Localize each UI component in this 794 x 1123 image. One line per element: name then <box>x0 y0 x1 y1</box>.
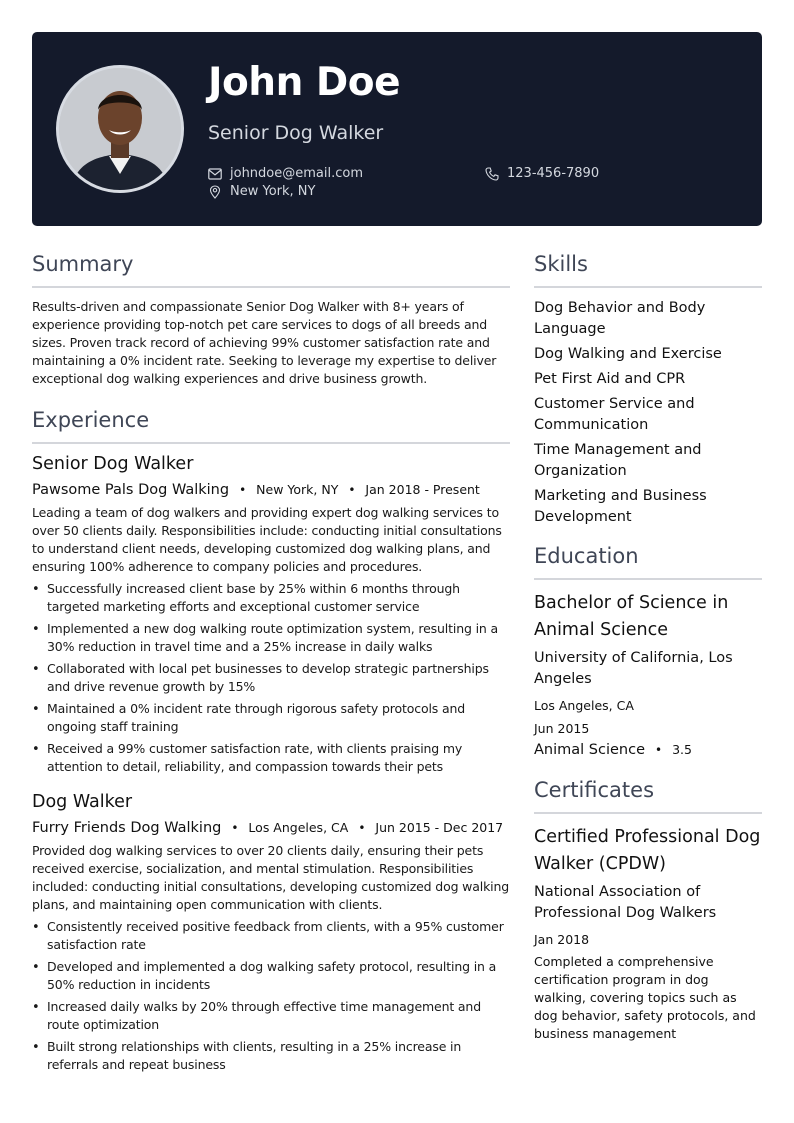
job-description: Provided dog walking services to over 20 clients daily, ensuring their pets received exercise, socialization, and mental stimulation. Responsibilities included: conducting initial consultations, developing customized dog walking plans, and maintaining open communication with clients. <box>32 843 510 912</box>
summary-section <box>32 252 510 388</box>
candidate-name: John Doe <box>208 60 401 105</box>
main-column <box>32 252 510 1078</box>
contact-email[interactable] <box>208 166 363 181</box>
job-meta <box>32 820 510 836</box>
experience-heading: Experience <box>32 408 510 444</box>
job-achievements <box>32 580 510 776</box>
contact-location <box>208 184 315 199</box>
achievement-item: • Maintained a 0% incident rate through rigorous safety protocols and ongoing staff training <box>32 700 510 736</box>
job-meta <box>32 482 510 498</box>
skills-heading: Skills <box>534 252 762 288</box>
achievement-item: • Received a 99% customer satisfaction rate, with clients praising my attention to detail, reliability, and compassion towards their pets <box>32 740 510 776</box>
certificate-name: Certified Professional Dog Walker (CPDW) <box>534 827 761 874</box>
job-title: Senior Dog Walker <box>32 454 194 474</box>
achievement-item: • Consistently received positive feedback from clients, with a 95% customer satisfaction rate <box>32 918 510 954</box>
job-dates: Jan 2018 - Present <box>365 482 480 497</box>
education-date: Jun 2015 <box>534 721 590 736</box>
experience-section <box>32 408 510 1074</box>
skill-item: Marketing and Business Development <box>534 488 707 525</box>
skill-item: Dog Walking and Exercise <box>534 346 722 362</box>
separator-dot: • <box>358 821 366 835</box>
achievement-item: • Built strong relationships with clients, resulting in a 25% increase in referrals and repeat business <box>32 1038 510 1074</box>
job-entry <box>32 454 510 776</box>
achievement-item: • Collaborated with local pet businesses to develop strategic partnerships and drive revenue growth by 15% <box>32 660 510 696</box>
education-degree: Bachelor of Science in Animal Science <box>534 593 729 640</box>
skill-item: Time Management and Organization <box>534 442 702 479</box>
separator-dot: • <box>231 821 239 835</box>
education-school: University of California, Los Angeles <box>534 650 733 687</box>
job-location: New York, NY <box>256 482 339 497</box>
profile-photo <box>56 65 184 193</box>
achievement-item: • Increased daily walks by 20% through effective time management and route optimization <box>32 998 510 1034</box>
sidebar-column <box>534 252 762 1043</box>
job-location: Los Angeles, CA <box>248 820 349 835</box>
job-company: Furry Friends Dog Walking <box>32 820 222 836</box>
job-title: Dog Walker <box>32 792 133 812</box>
education-field-row <box>534 742 762 758</box>
certificate-description: Completed a comprehensive certification program in dog walking, covering topics such as dog behavior, safety protocols, and business management <box>534 954 756 1041</box>
phone-text: 123-456-7890 <box>507 166 600 181</box>
separator-dot: • <box>239 483 247 497</box>
certificate-date: Jan 2018 <box>534 932 590 947</box>
education-field: Animal Science <box>534 742 645 758</box>
job-company: Pawsome Pals Dog Walking <box>32 482 230 498</box>
profile-photo-image <box>59 68 181 190</box>
certificate-issuer: National Association of Professional Dog Walkers <box>534 884 717 921</box>
resume-header <box>32 32 762 226</box>
job-entry <box>32 792 510 1074</box>
achievement-item: • Successfully increased client base by 25% within 6 months through targeted marketing efforts and exceptional customer service <box>32 580 510 616</box>
email-text: johndoe@email.com <box>230 166 363 181</box>
location-text: New York, NY <box>230 184 316 199</box>
achievement-item: • Implemented a new dog walking route optimization system, resulting in a 30% reduction in travel time and a 25% increase in daily walks <box>32 620 510 656</box>
separator-dot: • <box>655 743 663 757</box>
separator-dot: • <box>348 483 356 497</box>
skill-item: Pet First Aid and CPR <box>534 371 686 387</box>
skills-section <box>534 252 762 528</box>
location-pin-icon <box>208 185 222 199</box>
achievement-item: • Developed and implemented a dog walking safety protocol, resulting in a 50% reduction in incidents <box>32 958 510 994</box>
job-dates: Jun 2015 - Dec 2017 <box>375 820 504 835</box>
education-gpa: 3.5 <box>672 742 692 757</box>
candidate-title: Senior Dog Walker <box>208 122 384 144</box>
job-achievements <box>32 918 510 1074</box>
job-description: Leading a team of dog walkers and providing expert dog walking services to over 50 clients daily. Responsibilities include: conducting initial consultations to understand client needs, developing customized dog walking plans, and ensuring 100% adherence to company policies and procedures. <box>32 505 502 574</box>
skill-item: Customer Service and Communication <box>534 396 695 433</box>
certificates-heading: Certificates <box>534 778 762 814</box>
certificates-section <box>534 778 762 1043</box>
skill-item: Dog Behavior and Body Language <box>534 300 706 337</box>
mail-icon <box>208 168 222 180</box>
summary-text: Results-driven and compassionate Senior Dog Walker with 8+ years of experience providing top-notch pet care services to dogs of all breeds and sizes. Proven track record of achieving 99% customer satisfaction rate and maintaining a 0% incident rate. Seeking to leverage my expertise to deliver exceptional dog walking experiences and drive business growth. <box>32 299 497 386</box>
education-section <box>534 544 762 758</box>
phone-icon <box>485 167 499 181</box>
summary-heading: Summary <box>32 252 510 288</box>
education-heading: Education <box>534 544 762 580</box>
contact-phone[interactable] <box>485 166 599 181</box>
education-location: Los Angeles, CA <box>534 698 634 713</box>
